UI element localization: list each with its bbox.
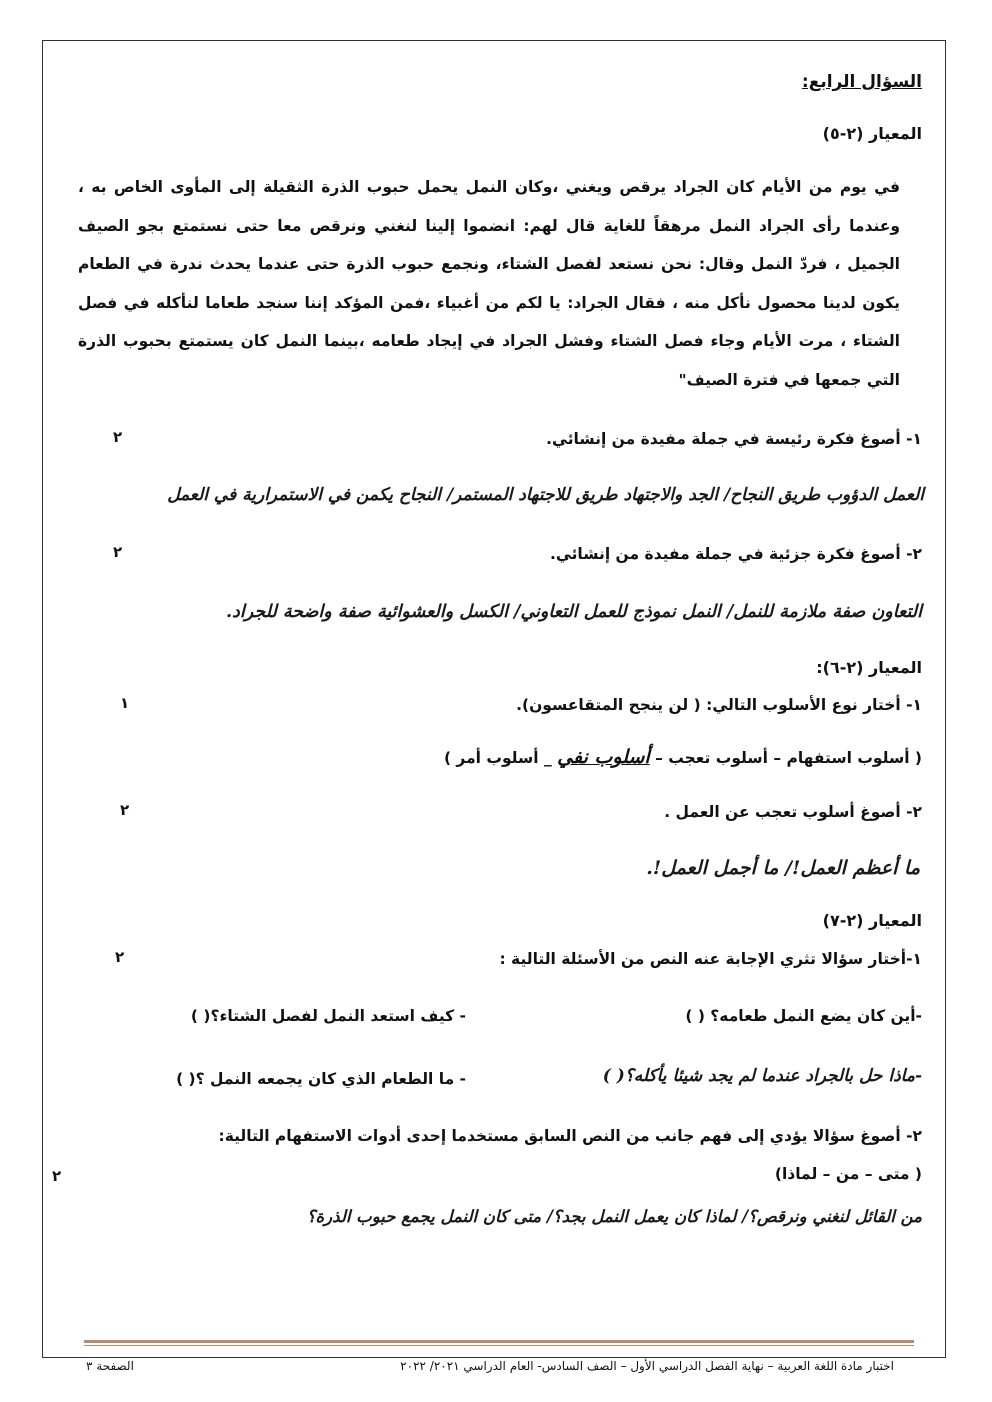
mark-sub-idea: ٢ (113, 543, 123, 561)
mark-style-type: ١ (120, 694, 130, 712)
criterion-2-7: المعيار (٢-٧) (822, 911, 922, 930)
answer-formulate: من القائل لنغني ونرقص؟/ لماذا كان يعمل النمل بجد؟/ متى كان النمل يجمع حبوب الذرة؟ (306, 1207, 922, 1226)
style-options (444, 746, 922, 768)
footer-rule-thin (84, 1345, 914, 1346)
style-options-end: _ أسلوب أمر ) (443, 749, 552, 767)
option-what-happened: -ماذا حل بالجراد عندما لم يجد شيئا يأكله؟( ) (602, 1066, 922, 1086)
option-what-food: - ما الطعام الذي كان يجمعه النمل ؟( ) (176, 1070, 466, 1088)
footer-exam-info: اختبار مادة اللغة العربية – نهاية الفصل الدراسي الأول – الصف السادس- العام الدراسي ٢٠٢١/ ٢٠٢٢ (400, 1359, 894, 1373)
mark-main-idea: ٢ (113, 428, 123, 446)
question-tools: ( متى – من – لماذا) (774, 1165, 922, 1183)
mark-exclamation: ٢ (120, 801, 130, 819)
question-exclamation: ٢- أصوغ أسلوب تعجب عن العمل . (664, 803, 922, 821)
footer-page-number: الصفحة ٣ (86, 1359, 134, 1373)
answer-style-type: أسلوب نفي (557, 746, 650, 768)
option-how-prepared: - كيف استعد النمل لفصل الشتاء؟( ) (190, 1007, 466, 1025)
section-title: السؤال الرابع: (801, 72, 922, 92)
option-where-food: -أين كان يضع النمل طعامه؟ ( ) (685, 1007, 922, 1025)
question-choose: ١-أختار سؤالا تثري الإجابة عنه النص من الأسئلة التالية : (499, 950, 922, 968)
mark-formulate: ٢ (52, 1167, 62, 1185)
question-main-idea: ١- أصوغ فكرة رئيسة في جملة مفيدة من إنشائي. (546, 430, 922, 448)
mark-choose: ٢ (115, 948, 125, 966)
answer-exclamation: ما أعظم العمل!/ ما أجمل العمل!. (646, 857, 920, 879)
footer-rule (84, 1340, 914, 1343)
criterion-2-6: المعيار (٢-٦): (816, 658, 922, 677)
question-style-type: ١- أختار نوع الأسلوب التالي: ( لن ينجح المتقاعسون). (516, 696, 922, 714)
criterion-2-5: المعيار (٢-٥) (822, 124, 922, 143)
question-sub-idea: ٢- أصوغ فكرة جزئية في جملة مفيدة من إنشائي. (550, 545, 922, 563)
question-formulate: ٢- أصوغ سؤالا يؤدي إلى فهم جانب من النص السابق مستخدما إحدى أدوات الاستفهام التالية: (218, 1127, 922, 1145)
answer-main-idea: العمل الدؤوب طريق النجاح/ الجد والاجتهاد طريق للاجتهاد المستمر/ النجاح يكمن في الاستمرارية في العمل (167, 485, 924, 505)
style-options-start: ( أسلوب استفهام – أسلوب تعجب – (655, 749, 922, 767)
reading-passage: في يوم من الأيام كان الجراد يرقص ويغني ،وكان النمل يحمل حبوب الذرة الثقيلة إلى المأوى الخاص به ، وعندما رأى الجراد النمل مرهقاً للغاية قال لهم: انضموا إلينا لنغني ونرقص معا حتى نستمتع بجو الصيف الجميل ، فردّ النمل وقال: نحن نستعد لفصل الشتاء، ونجمع حبوب الذرة حتى عندما يحدث ندرة في الطعام يكون لدينا محصول نأكل منه ، فقال الجراد: يا لكم من أغبياء ،فمن المؤكد إننا سنجد طعاما لنأكله في فصل الشتاء ، مرت الأيام وجاء فصل الشتاء وفشل الجراد في إيجاد طعامه ،بينما النمل كان يستمتع بحبوب الذرة التي جمعها في فترة الصيف" (78, 178, 900, 389)
answer-sub-idea: التعاون صفة ملازمة للنمل/ النمل نموذج للعمل التعاوني/ الكسل والعشوائية صفة واضحة للجراد. (225, 602, 922, 622)
